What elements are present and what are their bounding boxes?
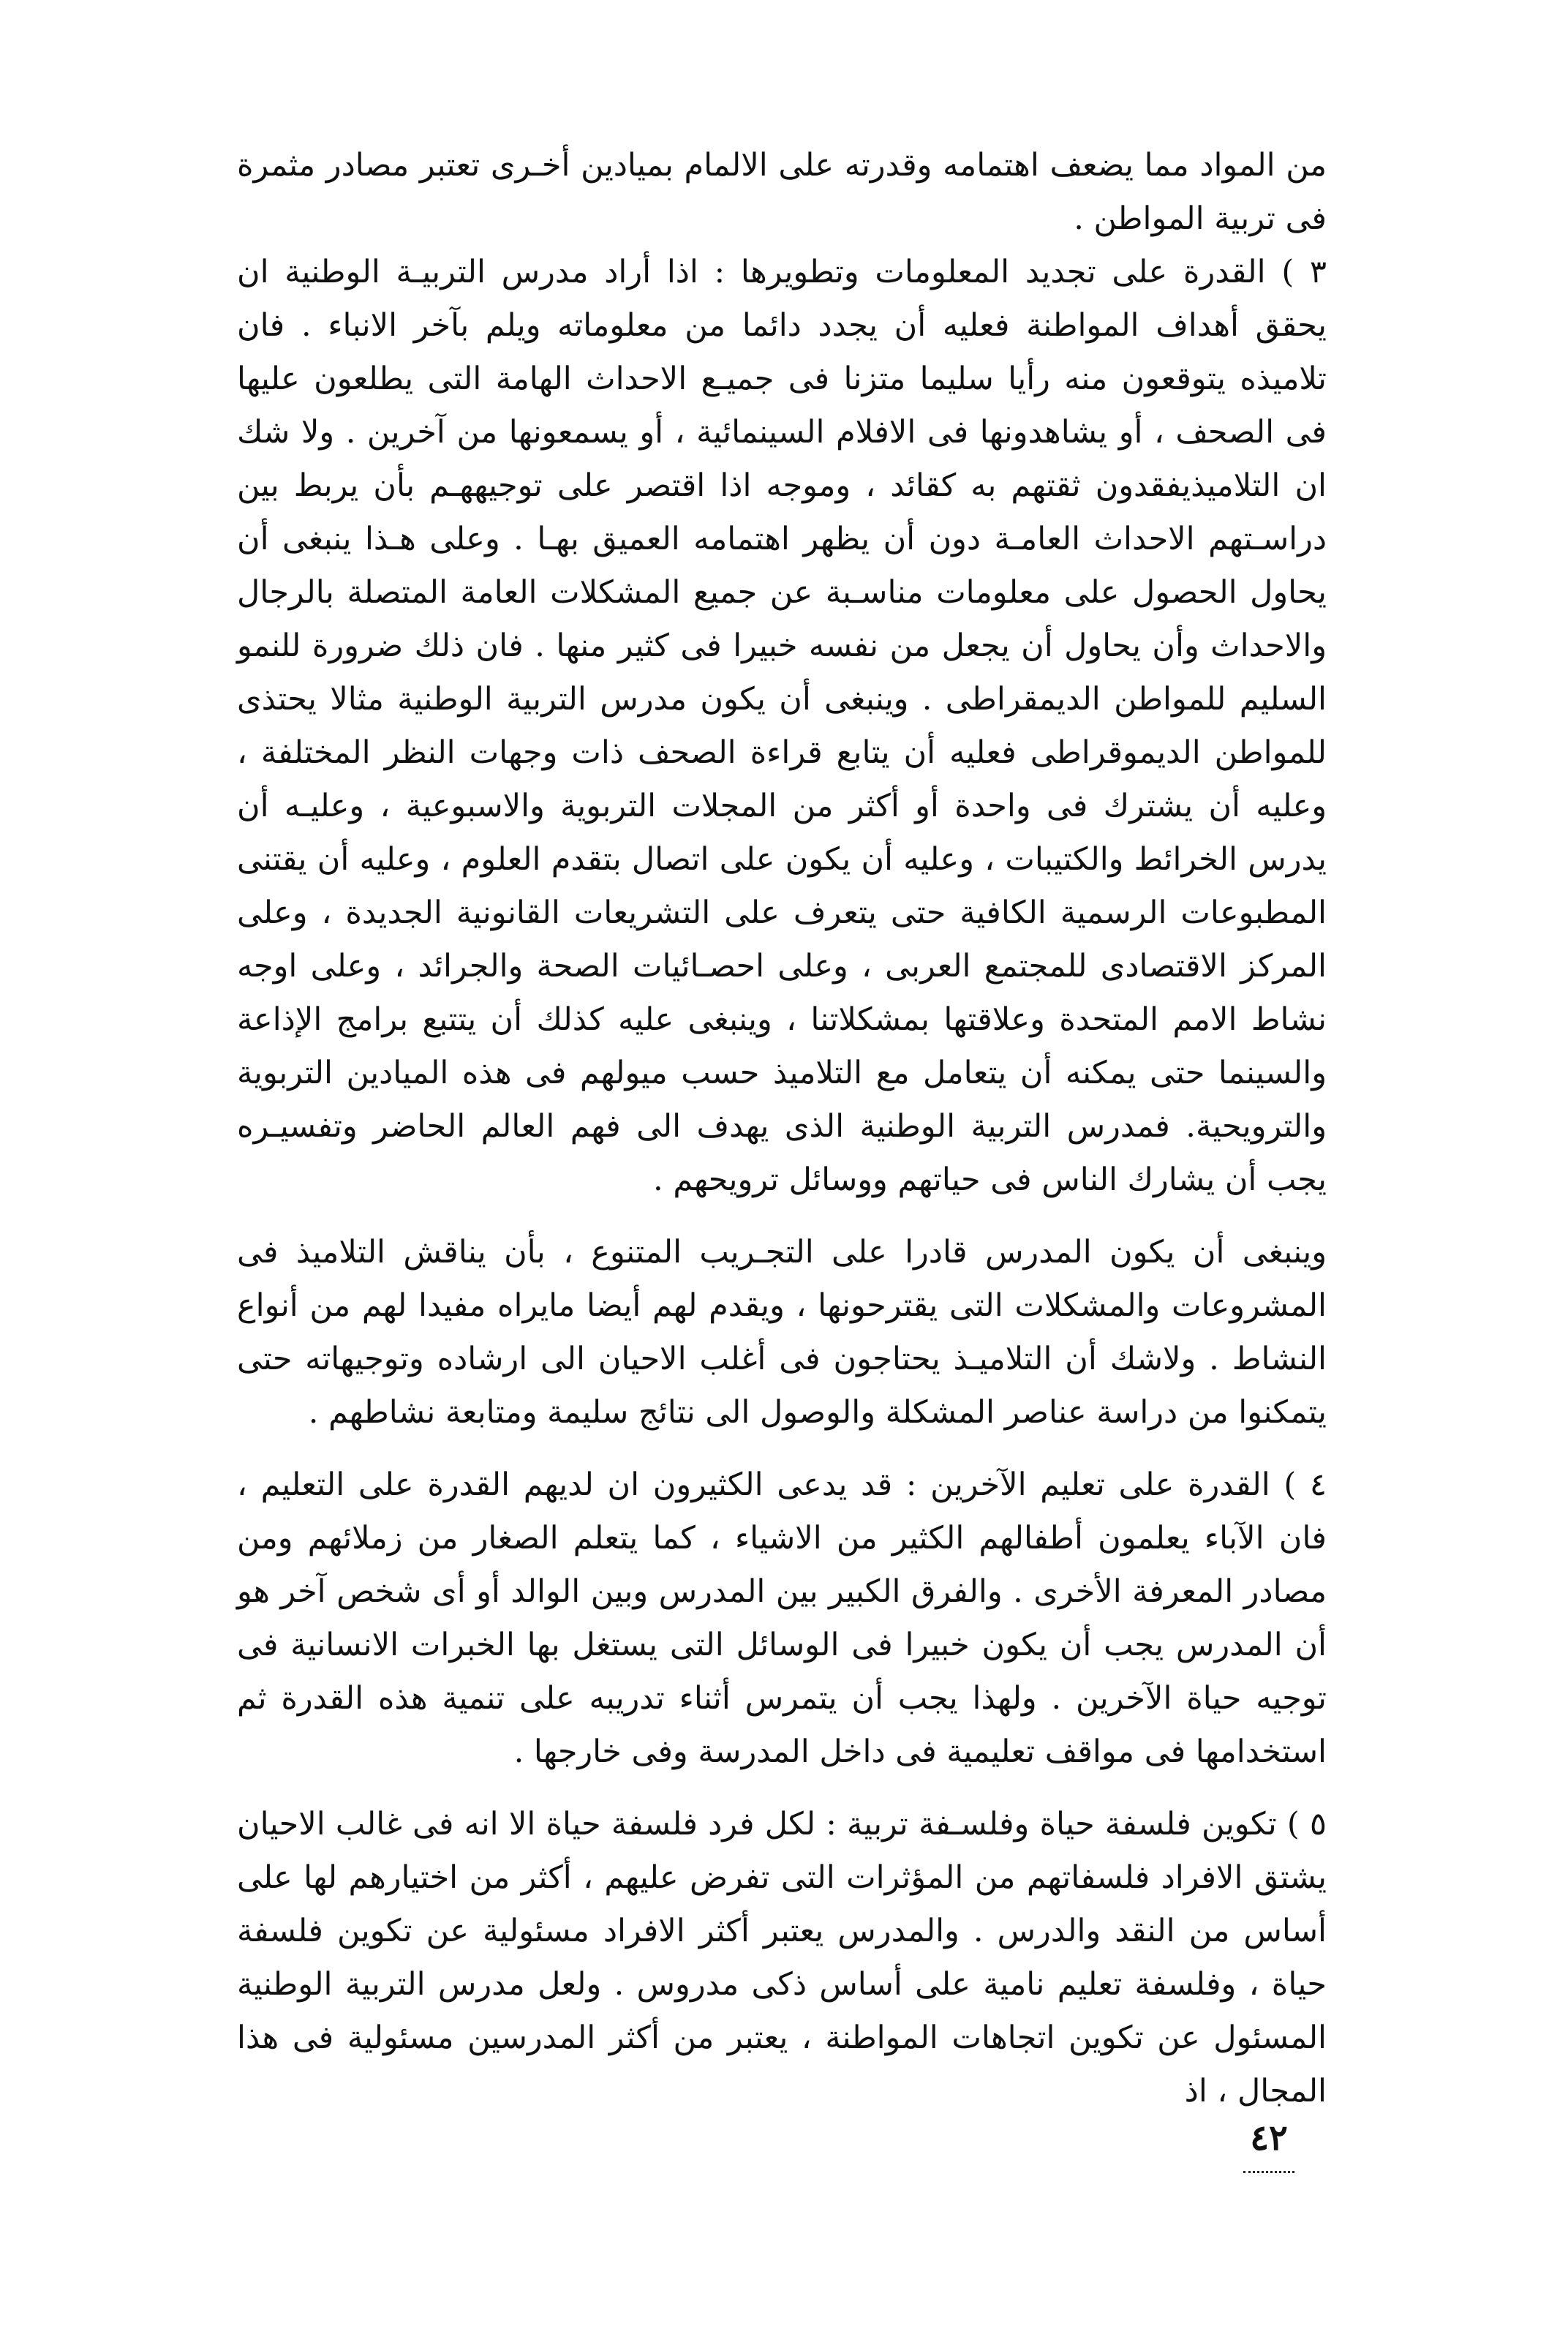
paragraph-continuation: من المواد مما يضعف اهتمامه وقدرته على الالمام بميادين أخـرى تعتبر مصادر مثمرة فى تربية المواطن . — [237, 147, 1327, 237]
paragraph-point-3: ٣ ) القدرة على تجديد المعلومات وتطويرها : اذا أراد مدرس التربيـة الوطنية ان يحقق أهداف المواطنة فعليه أن يجدد دائما من معلوماته ويلم بآخر الانباء . فان تلاميذه يتوقعون منه رأيا سليما متزنا فى جميـع الاحداث الهامة التى يطلعون عليها فى الصحف ، أو يشاهدونها فى الافلام السينمائية ، أو يسمعونها من آخرين . ولا شك ان التلاميذيفقدون ثقتهم به كقائد ، وموجه اذا اقتصر على توجيههـم بأن يربط بين دراسـتهم الاحداث العامـة دون أن يظهر اهتمامه العميق بهـا . وعلى هـذا ينبغى أن يحاول الحصول على معلومات مناسـبة عن جميع المشكلات العامة المتصلة بالرجال والاحداث وأن يحاول أن يجعل من نفسه خبيرا فى كثير منها . فان ذلك ضرورة للنمو السليم للمواطن الديمقراطى . وينبغى أن يكون مدرس التربية الوطنية مثالا يحتذى للمواطن الديموقراطى فعليه أن يتابع قراءة الصحف ذات وجهات النظر المختلفة ، وعليه أن يشترك فى واحدة أو أكثر من المجلات التربوية والاسبوعية ، وعليـه أن يدرس الخرائط والكتيبات ، وعليه أن يكون على اتصال بتقدم العلوم ، وعليه أن يقتنى المطبوعات الرسمية الكافية حتى يتعرف على التشريعات القانونية الجديدة ، وعلى المركز الاقتصادى للمجتمع العربى ، وعلى احصـائيات الصحة والجرائد ، وعلى اوجه نشاط الامم المتحدة وعلاقتها بمشكلاتنا ، وينبغى عليه كذلك أن يتتبع برامج الإذاعة والسينما حتى يمكنه أن يتعامل مع التلاميذ حسب ميولهم فى هذه الميادين التربوية والترويحية. فمدرس التربية الوطنية الذى يهدف الى فهم العالم الحاضر وتفسيـره يجب أن يشارك الناس فى حياتهم ووسائل ترويحهم . — [237, 254, 1327, 1198]
page-number-underline — [1243, 2171, 1294, 2173]
body-text — [237, 139, 1327, 2118]
paragraph-experimentation: وينبغى أن يكون المدرس قادرا على التجـريب المتنوع ، بأن يناقش التلاميذ فى المشروعات والمشكلات التى يقترحونها ، ويقدم لهم أيضا مايراه مفيدا لهم من أنواع النشاط . ولاشك أن التلاميـذ يحتاجون فى أغلب الاحيان الى ارشاده وتوجيهاته حتى يتمكنوا من دراسة عناصر المشكلة والوصول الى نتائج سليمة ومتابعة نشاطهم . — [237, 1234, 1327, 1431]
paragraph-point-5: ٥ ) تكوين فلسفة حياة وفلسـفة تربية : لكل فرد فلسفة حياة الا انه فى غالب الاحيان يشتق الافراد فلسفاتهم من المؤثرات التى تفرض عليهم ، أكثر من اختيارهم لها على أساس من النقد والدرس . والمدرس يعتبر أكثر الافراد مسئولية عن تكوين فلسفة حياة ، وفلسفة تعليم نامية على أساس ذكى مدروس . ولعل مدرس التربية الوطنية المسئول عن تكوين اتجاهات المواطنة ، يعتبر من أكثر المدرسين مسئولية فى هذا المجال ، اذ — [237, 1806, 1327, 2109]
paragraph-point-4: ٤ ) القدرة على تعليم الآخرين : قد يدعى الكثيرون ان لديهم القدرة على التعليم ، فان الآباء يعلمون أطفالهم الكثير من الاشياء ، كما يتعلم الصغار من زملائهم ومن مصادر المعرفة الأخرى . والفرق الكبير بين المدرس وبين الوالد أو أى شخص آخر هو أن المدرس يجب أن يكون خبيرا فى الوسائل التى يستغل بها الخبرات الانسانية فى توجيه حياة الآخرين . ولهذا يجب أن يتمرس أثناء تدريبه على تنمية هذه القدرة ثم استخدامها فى مواقف تعليمية فى داخل المدرسة وفى خارجها . — [237, 1467, 1327, 1770]
page-number: ٤٢ — [1250, 2118, 1288, 2158]
